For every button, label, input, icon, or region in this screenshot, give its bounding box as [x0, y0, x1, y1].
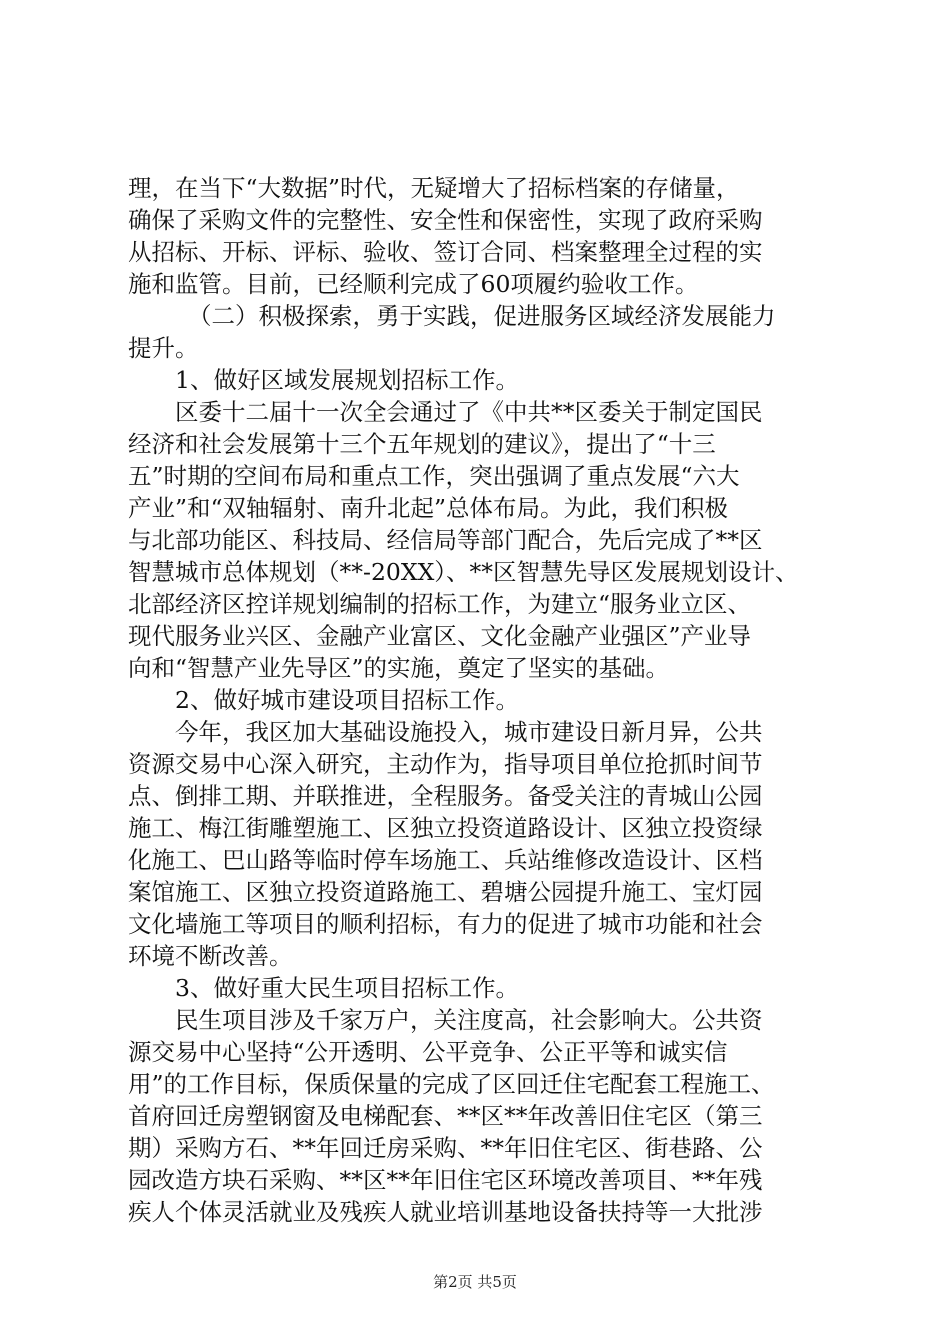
text-line: 化施工、巴山路等临时停车场施工、兵站维修改造设计、区档: [128, 846, 763, 874]
text-line: 与北部功能区、科技局、经信局等部门配合，先后完成了**区: [128, 526, 763, 554]
text-line: 疾人个体灵活就业及残疾人就业培训基地设备扶持等一大批涉: [128, 1198, 763, 1226]
text-line: 点、倒排工期、并联推进，全程服务。备受关注的青城山公园: [128, 782, 763, 810]
text-line: 施工、梅江街雕塑施工、区独立投资道路设计、区独立投资绿: [128, 814, 763, 842]
text-line: 北部经济区控详规划编制的招标工作，为建立“服务业立区、: [128, 590, 752, 618]
text-line: 智慧城市总体规划（**-20XX）、**区智慧先导区发展规划设计、: [128, 558, 799, 586]
text-line: 源交易中心坚持“公开透明、公平竞争、公正平等和诚实信: [128, 1038, 728, 1066]
text-line: 现代服务业兴区、金融产业富区、文化金融产业强区”产业导: [128, 622, 752, 650]
text-line: 从招标、开标、评标、验收、签订合同、档案整理全过程的实: [128, 238, 763, 266]
text-line: 理，在当下“大数据”时代，无疑增大了招标档案的存储量，: [128, 174, 740, 202]
subsection-heading: 2、做好城市建设项目招标工作。: [175, 686, 519, 714]
section-heading-continued: 提升。: [128, 334, 199, 362]
section-heading: （二）积极探索，勇于实践，促进服务区域经济发展能力: [188, 302, 776, 330]
text-line: 民生项目涉及千家万户，关注度高，社会影响大。公共资: [175, 1006, 763, 1034]
text-line: 施和监管。目前，已经顺利完成了60项履约验收工作。: [128, 270, 699, 298]
text-line: 五”时期的空间布局和重点工作，突出强调了重点发展“六大: [128, 462, 740, 490]
text-line: 今年，我区加大基础设施投入，城市建设日新月异，公共: [175, 718, 763, 746]
text-line: 园改造方块石采购、**区**年旧住宅区环境改善项目、**年残: [128, 1166, 763, 1194]
document-body: [128, 172, 848, 1228]
text-line: 区委十二届十一次全会通过了《中共**区委关于制定国民: [175, 398, 763, 426]
subsection-heading: 3、做好重大民生项目招标工作。: [175, 974, 519, 1002]
text-line: 文化墙施工等项目的顺利招标，有力的促进了城市功能和社会: [128, 910, 763, 938]
text-line: 确保了采购文件的完整性、安全性和保密性，实现了政府采购: [128, 206, 763, 234]
text-line: 经济和社会发展第十三个五年规划的建议》，提出了“十三: [128, 430, 716, 458]
page-number-footer: 第2页 共5页: [433, 1273, 517, 1291]
subsection-heading: 1、做好区域发展规划招标工作。: [175, 366, 519, 394]
text-line: 案馆施工、区独立投资道路施工、碧塘公园提升施工、宝灯园: [128, 878, 763, 906]
text-line: 首府回迁房塑钢窗及电梯配套、**区**年改善旧住宅区（第三: [128, 1102, 763, 1130]
text-line: 资源交易中心深入研究，主动作为，指导项目单位抢抓时间节: [128, 750, 763, 778]
text-line: 产业”和“双轴辐射、南升北起”总体布局。为此，我们积极: [128, 494, 729, 522]
text-line: 环境不断改善。: [128, 942, 293, 970]
text-line: 向和“智慧产业先导区”的实施，奠定了坚实的基础。: [128, 654, 670, 682]
text-line: 期）采购方石、**年回迁房采购、**年旧住宅区、街巷路、公: [128, 1134, 763, 1162]
text-line: 用”的工作目标，保质保量的完成了区回迁住宅配套工程施工、: [128, 1070, 775, 1098]
